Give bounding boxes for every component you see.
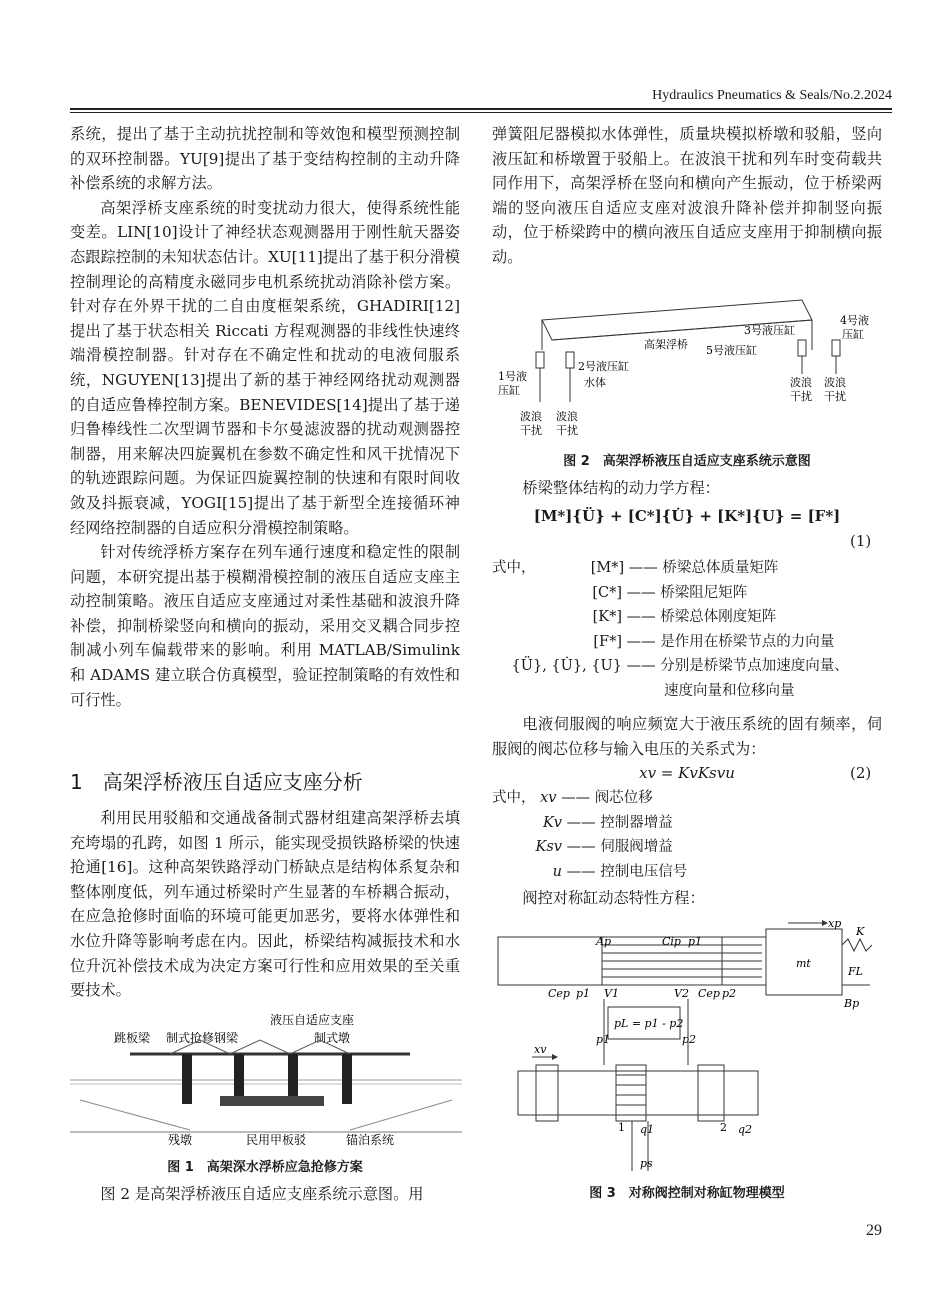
where-dash: —— — [626, 609, 656, 625]
fig3-label: Ap — [596, 935, 611, 948]
where-row — [492, 786, 884, 811]
fig2-label: 干扰 — [556, 424, 578, 437]
fig2-label: 波浪 — [824, 376, 846, 389]
fig3-label: xp — [828, 917, 842, 930]
fig1-label: 制式抢修钢梁 — [166, 1031, 239, 1045]
figure-1-bridge-diagram — [70, 1010, 462, 1150]
equation-1-number: (1) — [850, 532, 872, 550]
where-desc: 桥梁总体质量矩阵 — [662, 560, 779, 576]
where-symbol: [K*] — [592, 609, 622, 625]
fig3-label: q1 — [640, 1123, 655, 1136]
header-rule-thin — [70, 112, 892, 113]
fig2-label: 压缸 — [842, 328, 864, 341]
fig3-label: 1 — [618, 1121, 625, 1134]
paragraph: 弹簧阻尼器模拟水体弹性，质量块模拟桥墩和驳船，竖向液压缸和桥墩置于驳船上。在波浪干扰和列车时变荷载共同作用下，高架浮桥在竖向和横向产生振动，位于桥梁两端的竖向液压自适应支座对波浪升降补偿并抑制竖向振动，位于桥梁跨中的横向液压自适应支座用于抑制横向振动。 — [492, 125, 882, 266]
fig3-label: V1 — [604, 987, 619, 1000]
figure-3-valve-cylinder-model — [492, 915, 882, 1177]
left-column-mid — [70, 806, 460, 1003]
where-row — [492, 581, 884, 606]
where-symbol: {Ü}, {U̇}, {U} — [511, 658, 622, 674]
fig2-label: 1号液 — [498, 370, 527, 383]
page-number: 29 — [866, 1222, 882, 1239]
paragraph: 针对传统浮桥方案存在列车通行速度和稳定性的限制问题，本研究提出基于模糊滑模控制的液压自适应支座主动控制策略。液压自适应支座通过对柔性基础和波浪升降补偿，抑制桥梁竖向和横向的振动，采用交叉耦合同步控制减小列车偏载带来的影响。利用 MATLAB/Simulink 和 ADAMS 建立联合仿真模型，验证控制策略的有效性和可行性。 — [70, 543, 460, 709]
paragraph: 桥梁整体结构的动力学方程： — [522, 479, 720, 497]
section-heading: 1 高架浮桥液压自适应支座分析 — [70, 770, 363, 794]
fig1-label: 液压自适应支座 — [270, 1013, 355, 1027]
where-dash: —— — [628, 560, 658, 576]
where-desc: 桥梁总体刚度矩阵 — [660, 609, 777, 625]
where-row — [492, 605, 884, 630]
fig3-label: pL = p1 - p2 — [614, 1017, 684, 1030]
equation-2-number: (2) — [850, 764, 872, 782]
fig3-label: Cep — [698, 987, 720, 1000]
fig2-label: 干扰 — [520, 424, 542, 437]
where-desc: 控制器增益 — [600, 814, 673, 831]
where-row — [492, 860, 884, 885]
fig2-label: 压缸 — [498, 384, 520, 397]
fig1-label: 跳板梁 — [114, 1031, 151, 1045]
where-desc: 控制电压信号 — [600, 863, 688, 880]
where-dash: —— — [566, 839, 596, 855]
figure-2-caption: 图 2 高架浮桥液压自适应支座系统示意图 — [563, 454, 811, 469]
fig3-label: Cip — [662, 935, 681, 948]
where-dash: —— — [566, 814, 596, 831]
paragraph: 高架浮桥支座系统的时变扰动力很大，使得系统性能变差。LIN[10]设计了神经状态观测器用于刚性航天器姿态跟踪控制的未知状态估计。XU[11]提出了基于积分滑模控制理论的高精度永磁同步电机系统扰动消除补偿方案。针对存在外界干扰的二自由度框架系统，GHADIRI[12]提出了基于状态相关 Riccati 方程观测器的非线性快速终端滑模控制器。针对存在不确定性和扰动的电液伺服系统，NGUYEN[13]提出了新的基于神经网络扰动观测器的自适应鲁棒控制方案。BENEVIDES[14]提出了基于递归鲁棒线性二次型调节器和卡尔曼滤波器的扰动观测器控制器，用来解决四旋翼机在参数不确定性和风干扰情况下的轨迹跟踪问题。为保证四旋翼控制的快速和有限时间收敛及抖振衰减，YOGI[15]提出了基于新型全连接循环神经网络控制器的自适应积分滑模控制策略。 — [70, 198, 460, 537]
paragraph: 系统，提出了基于主动抗扰控制和等效饱和模型预测控制的双环控制器。YU[9]提出了基于变结构控制的主动升降补偿系统的求解方法。 — [70, 125, 460, 193]
where-desc: 是作用在桥梁节点的力向量 — [660, 633, 835, 650]
fig2-label: 干扰 — [824, 390, 846, 403]
figure-2-support-diagram — [492, 290, 884, 440]
fig3-label: mt — [796, 957, 811, 970]
fig3-label: V2 — [674, 987, 689, 1000]
where-row — [492, 556, 884, 581]
where-list-1 — [492, 556, 884, 703]
fig2-label: 3号液压缸 — [744, 324, 795, 337]
fig3-label: p1 — [688, 935, 703, 948]
where-dash: —— — [626, 584, 656, 601]
right-column-top — [492, 122, 882, 270]
where-prefix: 式中， — [492, 560, 536, 576]
where-symbol: xv — [540, 790, 557, 806]
fig3-label: p1 — [596, 1033, 611, 1046]
fig1-label: 残墩 — [168, 1133, 193, 1147]
fig3-label: xv — [534, 1043, 547, 1056]
where-dash: —— — [566, 863, 596, 880]
fig3-label: p1 — [576, 987, 591, 1000]
figure-1-caption: 图 1 高架深水浮桥应急抢修方案 — [167, 1160, 363, 1175]
running-header: Hydraulics Pneumatics & Seals/No.2.2024 — [652, 88, 892, 103]
fig1-label: 锚泊系统 — [346, 1133, 395, 1147]
fig3-label: p2 — [682, 1033, 697, 1046]
paragraph: 阀控对称缸动态特性方程： — [522, 889, 705, 907]
where-desc: 桥梁阻尼矩阵 — [660, 584, 748, 601]
header-rule-thick — [70, 108, 892, 110]
right-column-text — [492, 886, 882, 911]
fig3-label: ps — [640, 1157, 653, 1170]
where-symbol: u — [552, 863, 562, 880]
right-column-text — [492, 712, 882, 761]
where-symbol: [M*] — [590, 560, 625, 576]
where-row — [492, 630, 884, 655]
fig3-label: FL — [848, 965, 863, 978]
fig3-label: q2 — [738, 1123, 753, 1136]
where-desc: 伺服阀增益 — [600, 839, 673, 855]
fig2-label: 波浪 — [520, 410, 542, 423]
equation-1: [M*]{Ü} + [C*]{U̇} + [K*]{U} = [F*] — [533, 507, 841, 525]
fig3-label: 2 — [720, 1121, 727, 1134]
fig3-label: K — [856, 925, 865, 938]
fig3-label: Cep — [548, 987, 570, 1000]
left-column-bottom — [70, 1182, 460, 1207]
where-continuation: 速度向量和位移向量 — [664, 682, 795, 699]
where-prefix: 式中， — [492, 790, 536, 806]
fig2-label: 4号液 — [840, 314, 869, 327]
where-list-2 — [492, 786, 884, 884]
fig1-label: 民用甲板驳 — [246, 1133, 307, 1147]
fig2-label: 2号液压缸 — [578, 360, 629, 373]
fig1-label: 制式墩 — [314, 1031, 351, 1045]
where-symbol: Ksv — [535, 839, 562, 855]
fig2-label: 波浪 — [556, 410, 578, 423]
where-symbol: [C*] — [592, 584, 622, 601]
paragraph: 电液伺服阀的响应频宽大于液压系统的固有频率，伺服阀的阀芯位移与输入电压的关系式为： — [492, 715, 882, 758]
right-column-text — [492, 476, 882, 501]
fig2-label: 水体 — [584, 376, 606, 389]
where-symbol: [F*] — [593, 633, 622, 650]
fig2-label: 5号液压缸 — [706, 344, 757, 357]
where-row — [492, 811, 884, 836]
where-row — [492, 835, 884, 860]
where-dash: —— — [626, 633, 656, 650]
figure-3-caption: 图 3 对称阀控制对称缸物理模型 — [589, 1186, 785, 1201]
fig3-label: p2 — [722, 987, 737, 1000]
equation-2: xv = KvKsvu — [639, 764, 735, 782]
where-dash: —— — [626, 658, 656, 674]
fig2-label: 高架浮桥 — [644, 338, 688, 351]
left-column-top — [70, 122, 460, 712]
paragraph: 图 2 是高架浮桥液压自适应支座系统示意图。用 — [100, 1185, 424, 1203]
where-dash: —— — [561, 790, 591, 806]
fig2-label: 干扰 — [790, 390, 812, 403]
where-desc: 阀芯位移 — [594, 790, 653, 806]
where-desc: 分别是桥梁节点加速度向量、 — [660, 658, 849, 674]
fig2-label: 波浪 — [790, 376, 812, 389]
paragraph: 利用民用驳船和交通战备制式器材组建高架浮桥去填充垮塌的孔跨，如图 1 所示，能实现受损铁路桥梁的快速抢通[16]。这种高架铁路浮动门桥缺点是结构体系复杂和整体刚度低，列车通过桥梁时产生显著的车桥耦合振动，在应急抢修时面临的环境可能更加恶劣，要将水体弹性和水位升降等影响考虑在内。因此，桥梁结构减振技术和水位升沉补偿技术成为决定方案可行性和应用效果的至关重要技术。 — [70, 809, 460, 1000]
where-row — [492, 654, 884, 679]
fig3-label: Bp — [844, 997, 860, 1010]
where-symbol: Kv — [542, 814, 562, 831]
